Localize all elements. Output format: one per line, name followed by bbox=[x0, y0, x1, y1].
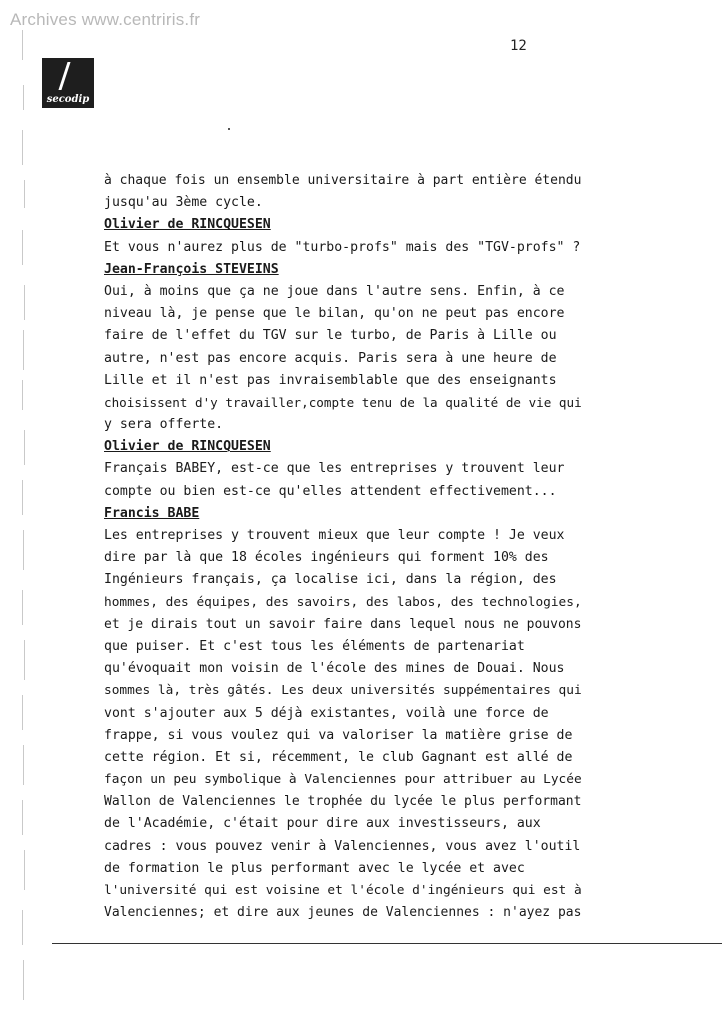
speaker-name: Francis BABE bbox=[104, 505, 200, 521]
stray-mark bbox=[228, 128, 230, 130]
logo-slash-icon bbox=[58, 62, 70, 90]
text-line: de formation le plus performant avec le lycée et avec bbox=[104, 860, 525, 876]
paragraph bbox=[104, 237, 584, 259]
text-line: hommes, des équipes, des savoirs, des labos, des technologies, bbox=[104, 594, 582, 610]
text-line: et je dirais tout un savoir faire dans lequel nous ne pouvons bbox=[104, 616, 582, 632]
text-line: Lille et il n'est pas invraisemblable que des enseignants bbox=[104, 372, 557, 388]
text-line: Wallon de Valenciennes le trophée du lycée le plus performant bbox=[104, 794, 582, 810]
text-line: qu'évoquait mon voisin de l'école des mines de Douai. Nous bbox=[104, 661, 565, 677]
logo-text: secodip bbox=[46, 94, 90, 105]
text-line: l'université qui est voisine et l'école d'ingénieurs qui est à bbox=[104, 883, 582, 898]
text-line: cadres : vous pouvez venir à Valenciennes, vous avez l'outil bbox=[104, 838, 581, 854]
speaker-name: Jean-François STEVEINS bbox=[104, 261, 279, 277]
text-line: frappe, si vous voulez qui va valoriser la matière grise de bbox=[104, 727, 573, 743]
paragraph bbox=[104, 170, 584, 214]
text-line: que puiser. Et c'est tous les éléments de partenariat bbox=[104, 638, 525, 654]
transcript-body bbox=[104, 170, 584, 924]
text-line: Les entreprises y trouvent mieux que leur compte ! Je veux bbox=[104, 528, 565, 543]
secodip-logo bbox=[42, 58, 94, 108]
text-line: façon un peu symbolique à Valenciennes pour attribuer au Lycée bbox=[104, 772, 582, 788]
text-line: autre, n'est pas encore acquis. Paris sera à une heure de bbox=[104, 350, 557, 366]
watermark: Archives www.centriris.fr bbox=[10, 10, 201, 29]
text-line: à chaque fois un ensemble universitaire à part entière étendu bbox=[104, 173, 582, 188]
text-line: Français BABEY, est-ce que les entreprises y trouvent leur bbox=[104, 461, 565, 477]
text-line: compte ou bien est-ce qu'elles attendent effectivement... bbox=[104, 483, 557, 499]
text-line: dire par là que 18 écoles ingénieurs qui forment 10% des bbox=[104, 550, 549, 566]
paragraph bbox=[104, 525, 584, 924]
text-line: jusqu'au 3ème cycle. bbox=[104, 195, 263, 211]
bottom-rule bbox=[52, 943, 722, 944]
text-line: faire de l'effet du TGV sur le turbo, de Paris à Lille ou bbox=[104, 328, 557, 344]
text-line: Et vous n'aurez plus de "turbo-profs" mais des "TGV-profs" ? bbox=[104, 239, 581, 255]
speaker-name: Olivier de RINCQUESEN bbox=[104, 217, 271, 233]
text-line: vont s'ajouter aux 5 déjà existantes, voilà une force de bbox=[104, 705, 549, 721]
page-number: 12 bbox=[510, 38, 527, 54]
text-line: Ingénieurs français, ça localise ici, dans la région, des bbox=[104, 572, 557, 588]
left-margin-marks bbox=[20, 30, 36, 1010]
text-line: niveau là, je pense que le bilan, qu'on ne peut pas encore bbox=[104, 306, 565, 322]
text-line: Valenciennes; et dire aux jeunes de Valenciennes : n'ayez pas bbox=[104, 905, 582, 921]
text-line: cette région. Et si, récemment, le club Gagnant est allé de bbox=[104, 749, 573, 765]
text-line: sommes là, très gâtés. Les deux universités suppémentaires qui bbox=[104, 683, 582, 699]
text-line: choisissent d'y travailler,compte tenu de la qualité de vie qui bbox=[104, 394, 582, 410]
paragraph bbox=[104, 281, 584, 436]
text-line: de l'Académie, c'était pour dire aux investisseurs, aux bbox=[104, 816, 541, 832]
speaker-name: Olivier de RINCQUESEN bbox=[104, 439, 271, 455]
paragraph bbox=[104, 458, 584, 502]
text-line: Oui, à moins que ça ne joue dans l'autre sens. Enfin, à ce bbox=[104, 283, 565, 299]
text-line: y sera offerte. bbox=[104, 417, 224, 433]
